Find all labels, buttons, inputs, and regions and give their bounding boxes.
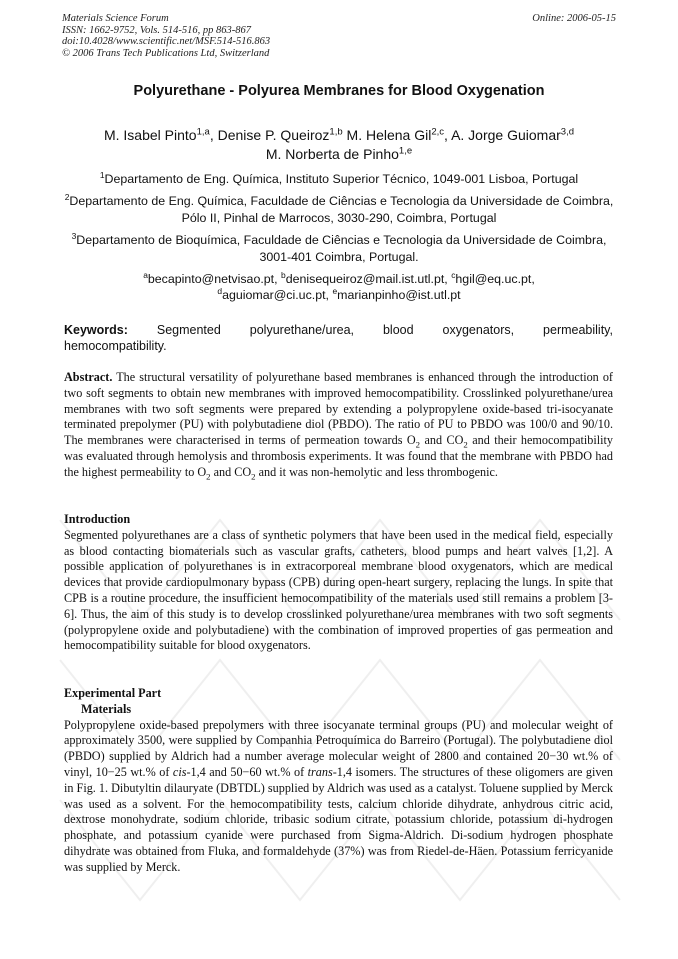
author-name: M. Helena Gil <box>346 127 432 143</box>
keywords-label: Keywords: <box>64 323 128 337</box>
email-link[interactable]: becapinto@netvisao.pt, <box>147 272 278 286</box>
abstract-paragraph: Abstract. The structural versatility of polyurethane based membranes is enhanced through the introduction of two soft segments to obtain new membranes with improved hemocompatibility. Crosslinked polyurethane/urea membranes with two soft segments were prepared by extending a polypropylene oxide-based tri-isocyanate terminated prepolymer (PU) with polybutadiene diol (PBDO). The ratio of PU to PBDO was 100/0 and 90/10. The membranes were characterised in terms of permeation towards $O_2$ and $CO_2$ and their hemocompatibility was evaluated through hemolysis and thrombosis experiments. It was found that the membrane with PBDO had the highest permeability to $O_2$ and $CO_2$ and it was non-hemolytic and less thrombogenic. <box>64 370 613 482</box>
email-link[interactable]: hgil@eq.uc.pt, <box>455 272 535 286</box>
keywords-section <box>64 323 613 354</box>
email-link[interactable]: aguiomar@ci.uc.pt, <box>222 288 329 302</box>
email-link[interactable]: denisequeiroz@mail.ist.utl.pt, <box>285 272 448 286</box>
issn-line: ISSN: 1662-9752, Vols. 514-516, pp 863-867 <box>62 24 251 36</box>
experimental-heading: Experimental Part <box>64 686 162 700</box>
author-name: M. Norberta de Pinho <box>265 146 399 162</box>
author-name: M. Isabel Pinto <box>103 127 197 143</box>
copyright-line: © 2006 Trans Tech Publications Ltd, Switzerland <box>62 47 270 59</box>
introduction-heading: Introduction <box>64 512 131 526</box>
introduction-paragraph: Segmented polyurethanes are a class of synthetic polymers that have been used in the medical field, especially as blood contacting biomaterials such as vascular grafts, catheters, blood pumps and heart valves [1,2]. A possible application of polyurethanes is in extracorporeal membrane blood oxygenators, which are medical devices that provide cardiopulmonary bypass (CPB) during open-heart surgery, replacing the lungs. In spite that CPB is a routine procedure, the insufficient hemocompatibility of the materials used still remains a problem [3-6]. Thus, the aim of this study is to develop crosslinked polyurethane/urea membranes with two soft segments (polypropylene oxide and polybutadiene) with the combination of improved properties of gas permeation and hemocompatibility suitable for blood oxygenators. <box>64 527 613 653</box>
affiliation-1: $^1$Departamento de Eng. Química, Instituto Superior Técnico, 1049-001 Lisboa, Portugal <box>99 169 579 186</box>
author-list: M. Isabel Pinto$^{1,a}$, Denise P. Queiroz$^{1,b}$ M. Helena Gil$^{2,c}$, A. Jorge Guiomar$^{3,d}$ M. Norberta de Pinho$^{1,e}$ <box>103 126 575 162</box>
affiliation-2: $^2$Departamento de Eng. Química, Faculdade de Ciências e Tecnologia da Universidade de Coimbra, Pólo II, Pinhal de Marrocos, 3030-290, Coimbra, Portugal <box>64 191 614 225</box>
keywords-text: Segmented polyurethane/urea, blood oxygenators, permeability, <box>156 323 613 337</box>
author-affiliation-mark: 3,d <box>560 126 575 138</box>
author-name: Denise P. Queiroz <box>217 127 330 143</box>
email-link[interactable]: marianpinho@ist.utl.pt <box>337 288 461 302</box>
keywords-text-cont: hemocompatibility. <box>64 338 167 353</box>
journal-name: Materials Science Forum <box>62 13 169 24</box>
introduction-section <box>64 512 613 654</box>
affiliation-3: $^3$Departamento de Bioquímica, Faculdade de Ciências e Tecnologia da Universidade de Coimbra, 3001-401 Coimbra, Portugal. <box>71 230 607 264</box>
online-date: Online: 2006-05-15 <box>532 13 616 24</box>
doi-line: doi:10.4028/www.scientific.net/MSF.514-516.863 <box>62 36 271 47</box>
abstract-label: Abstract. <box>64 370 113 384</box>
experimental-section <box>64 686 613 876</box>
paper-title: Polyurethane - Polyurea Membranes for Blood Oxygenation <box>133 83 545 99</box>
materials-subheading: Materials <box>81 701 132 716</box>
email-list: $^a$becapinto@netvisao.pt, $^b$denisequeiroz@mail.ist.utl.pt, $^c$hgil@eq.uc.pt, $^d$aguiomar@ci.uc.pt, $^e$marianpinho@ist.utl.pt <box>143 269 535 302</box>
author-name: A. Jorge Guiomar <box>451 127 561 143</box>
abstract-section <box>64 370 613 481</box>
author-affiliation-mark: 1,b <box>329 126 343 138</box>
materials-paragraph: Polypropylene oxide-based prepolymers with three isocyanate terminal groups (PU) and molecular weight of approximately 3500, were supplied by Companhia Petroquímica do Barreiro (Portugal). The polybutadiene diol (PBDO) supplied by Aldrich had a number average molecular weight of 2800 and contained 20−30 wt.% of vinyl, 10−25 wt.% of cis-1,4 and 50−60 wt.% of trans-1,4 isomers. The structures of these oligomers are given in Fig. 1. Dibutyltin dilauryate (DBTDL) supplied by Aldrich was used as a catalyst. Toluene supplied by Merck was used as a solvent. For the hemocompatibility tests, calcium chloride dihydrate, anhydrous citric acid, dextrose monohydrate, sodium chloride, tribasic sodium citrate, potassium chloride, potassium di-hydrogen phosphate, and potassium cyanide were purchased from Sigma-Aldrich. Di-sodium hydrogen phosphate dihydrate was obtained from Fluka, and formaldehyde (37%) was from Riedel-de-Häen. Potassium ferricyanide was supplied by Merck. <box>64 717 613 874</box>
journal-header <box>62 13 402 59</box>
author-affiliation-mark: 2,c <box>431 126 445 138</box>
author-affiliation-mark: 1,e <box>398 145 413 157</box>
author-affiliation-mark: 1,a <box>196 126 210 138</box>
